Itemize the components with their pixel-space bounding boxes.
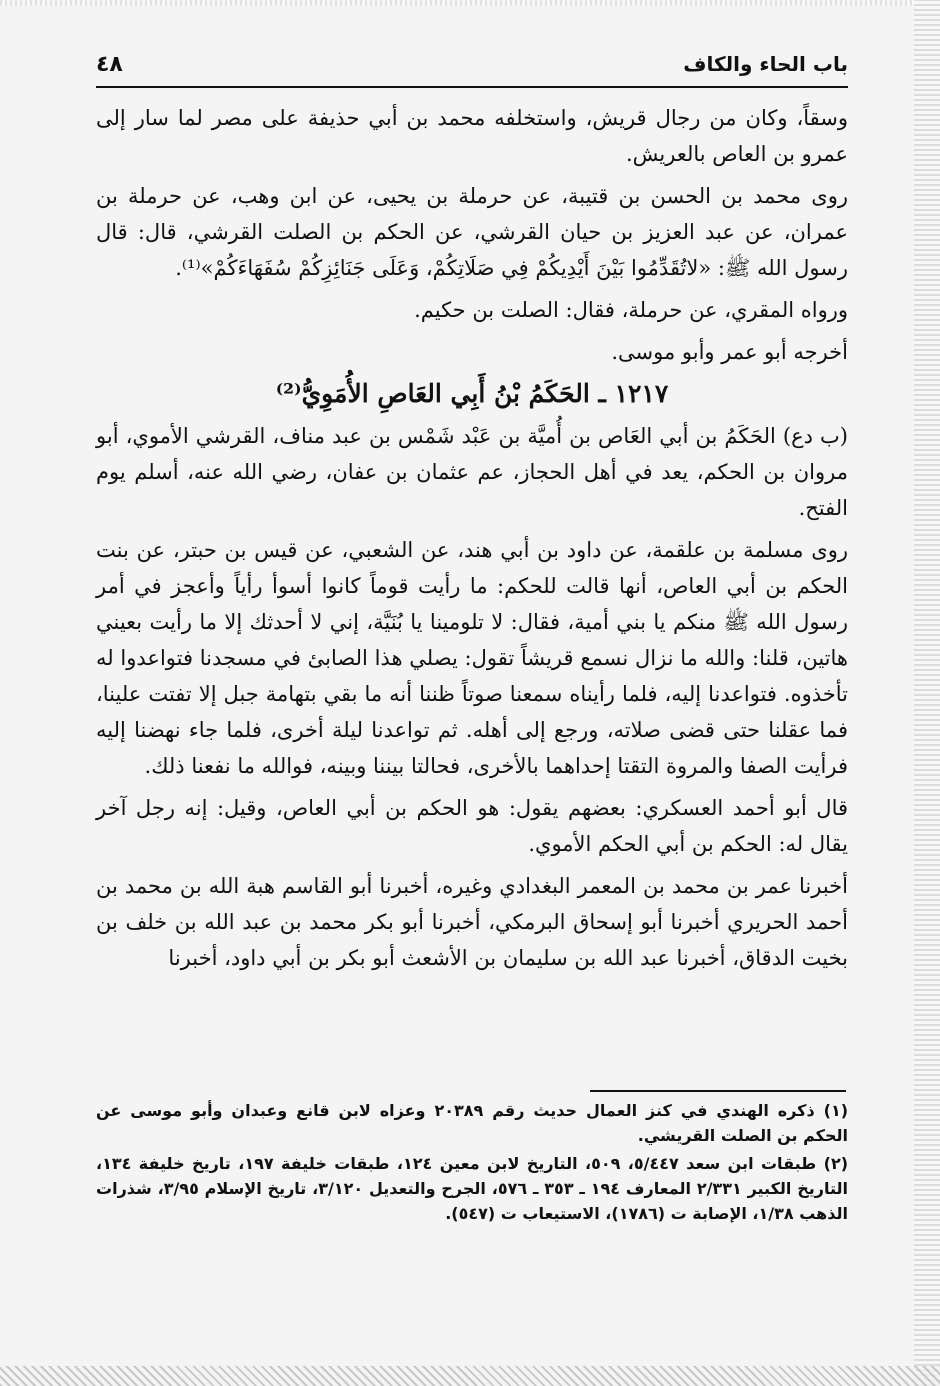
main-text xyxy=(96,100,848,982)
footnote: (١) ذكره الهندي في كنز العمال حديث رقم ٢٠٣٨٩ وعزاه لابن قانع وعبدان وأبو موسى عن الحكم بن الصلت القريشي. xyxy=(96,1101,849,1145)
paragraph: ورواه المقري، عن حرملة، فقال: الصلت بن حكيم. xyxy=(414,298,848,322)
chapter-title: باب الحاء والكاف xyxy=(683,52,848,76)
page-number: ٤٨ xyxy=(96,52,123,77)
footnote-rule xyxy=(590,1090,846,1092)
paragraph: وسقاً، وكان من رجال قريش، واستخلفه محمد بن أبي حذيفة على مصر لما سار إلى عمرو بن العاص بالعريش. xyxy=(96,106,848,166)
header-rule xyxy=(96,86,848,88)
paragraph: روى محمد بن الحسن بن قتيبة، عن حرملة بن يحيى، عن ابن وهب، عن حرملة بن عمران، عن عبد العزيز بن حيان القرشي، عن الحكم بن الصلت القرشي، قال: قال رسول الله ﷺ: «لاتُقَدِّمُوا بَيْنَ أَيْدِيكُمْ فِي صَلَاتِكُمْ، وَعَلَى جَنَائِزِكُمْ سُفَهَاءَكُمْ»⁽¹⁾. xyxy=(96,184,848,280)
paragraph: روى مسلمة بن علقمة، عن داود بن أبي هند، عن الشعبي، عن قيس بن حبتر، عن بنت الحكم بن أبي العاص، أنها قالت للحكم: ما رأيت قوماً كانوا أسوأ رأياً وأعجز في أمر رسول الله ﷺ منكم يا بني أمية، فقال: لا تلومينا يا بُنَيَّة، إني لا أحدثك إلا ما رأيت بعيني هاتين، قلنا: والله ما نزال نسمع قريشاً تقول: يصلي هذا الصابئ في مسجدنا فتواعدوا له تأخذوه. فتواعدنا إليه، فلما رأيناه سمعنا صوتاً ظننا أنه ما بقي بتهامة جبل إلا تفتت علينا، فما عقلنا حتى قضى صلاته، ورجع إلى أهله. ثم تواعدنا ليلة أخرى، فلما جاء نهضنا إليه فرأيت الصفا والمروة التقتا إحداهما بالأخرى، فحالتا بيننا وبينه، فوالله ما نفعنا ذلك. xyxy=(96,538,848,778)
paragraph: أخرجه أبو عمر وأبو موسى. xyxy=(611,340,848,364)
page-edge-top xyxy=(0,0,940,6)
entry-heading: ١٢١٧ ـ الحَكَمُ بْنُ أَبِي العَاصِ الأُمَوِيُّ⁽²⁾ xyxy=(275,379,669,408)
footnote: (٢) طبقات ابن سعد ٥/٤٤٧، ٥٠٩، التاريخ لابن معين ١٢٤، طبقات خليفة ١٩٧، تاريخ خليفة ١٣٤، التاريخ الكبير ٢/٣٣١ المعارف ١٩٤ ـ ٣٥٣ ـ ٥٧٦، الجرح والتعديل ٣/١٢٠، تاريخ الإسلام ٣/٩٥، شذرات الذهب ١/٣٨، الإصابة ت (١٧٨٦)، الاستيعاب ت (٥٤٧). xyxy=(96,1154,849,1223)
running-header xyxy=(96,52,848,82)
paragraph: (ب دع) الحَكَمُ بن أبي العَاص بن أُميَّة بن عَبْد شَمْس بن عبد مناف، القرشي الأموي، أبو مروان بن الحكم، يعد في أهل الحجاز، عم عثمان بن عفان، رضي الله عنه، أسلم يوم الفتح. xyxy=(96,424,848,520)
page-edge-bottom xyxy=(0,1366,940,1386)
paragraph: قال أبو أحمد العسكري: بعضهم يقول: هو الحكم بن أبي العاص، وقيل: إنه رجل آخر يقال له: الحكم بن أبي الحكم الأموي. xyxy=(96,796,849,856)
footnotes xyxy=(96,1098,848,1229)
paragraph: أخبرنا عمر بن محمد بن المعمر البغدادي وغيره، أخبرنا أبو القاسم هبة الله بن محمد بن أحمد الحريري أخبرنا أبو إسحاق البرمكي، أخبرنا أبو بكر محمد بن عبد الله بن خلف بن بخيت الدقاق، أخبرنا عبد الله بن سليمان بن الأشعث أبو بكر بن أبي داود، أخبرنا xyxy=(96,874,848,970)
page-edge-right xyxy=(914,0,940,1386)
